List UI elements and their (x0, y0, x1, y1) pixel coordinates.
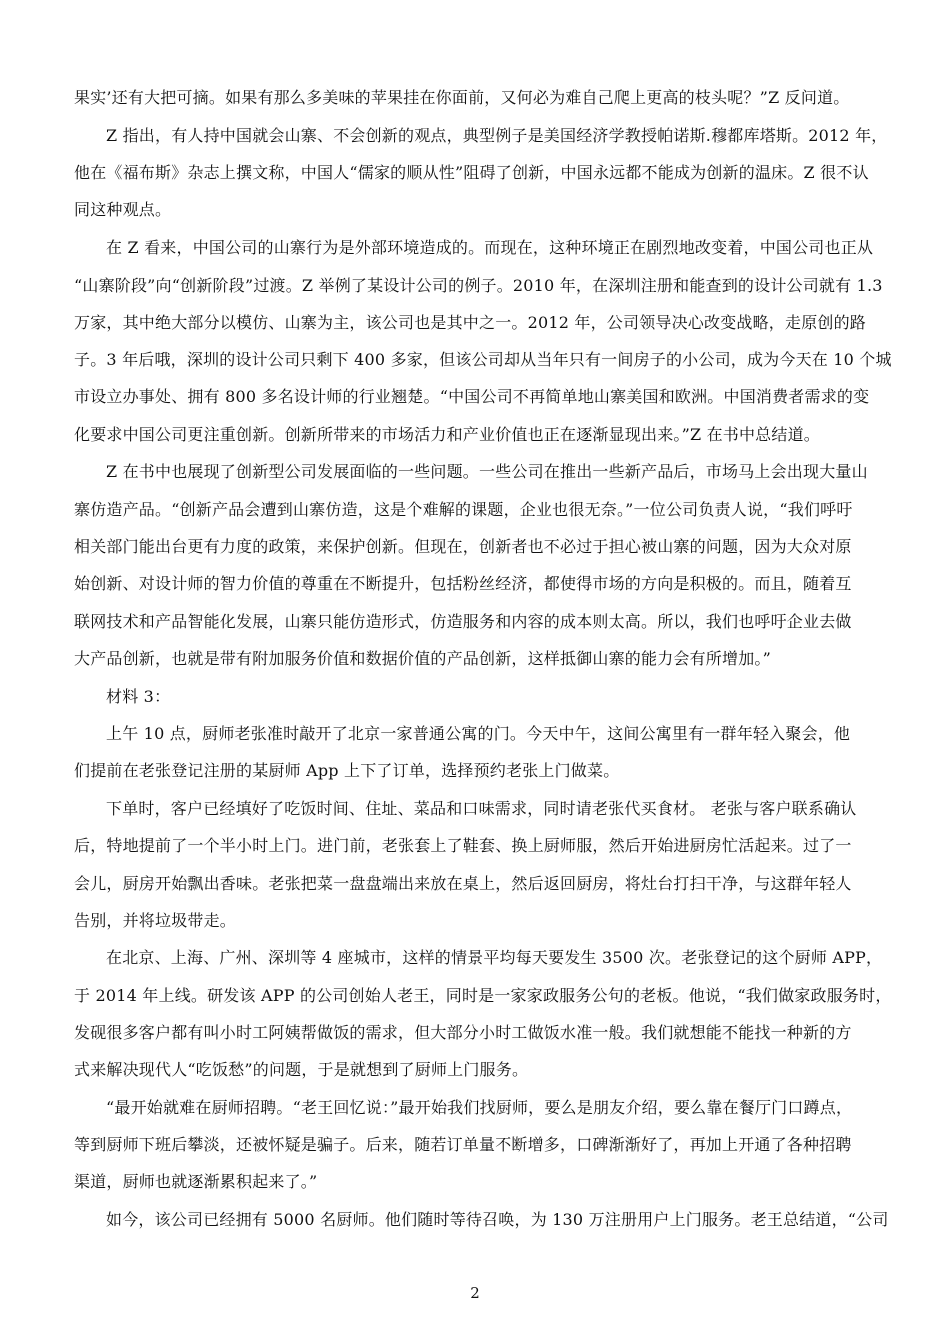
text-line: 大产品创新，也就是带有附加服务价值和数据价值的产品创新，这样抵御山寨的能力会有所增加。” (74, 649, 771, 668)
text-line: 寨仿造产品。“创新产品会遭到山寨仿造，这是个难解的课题，企业也很无奈。”一位公司负责人说，“我们呼吁 (74, 500, 853, 519)
text-line: 如今，该公司已经拥有 5000 名厨师。他们随时等待召唤，为 130 万注册用户上门服务。老王总结道，“公司 (106, 1210, 889, 1229)
text-line: 市设立办事处、拥有 800 多名设计师的行业翘楚。“中国公司不再简单地山寨美国和欧洲。中国消费者需求的变 (74, 387, 870, 406)
text-line: 化要求中国公司更注重创新。创新所带来的市场活力和产业价值也正在逐渐显现出来。”Z 在书中总结道。 (74, 425, 820, 444)
text-line: “最开始就难在厨师招聘。“老王回忆说：”最开始我们找厨师，要么是朋友介绍，要么靠在餐厅门口蹲点， (106, 1098, 853, 1117)
text-line: Z 在书中也展现了创新型公司发展面临的一些问题。一些公司在推出一些新产品后，市场马上会出现大量山 (106, 462, 868, 481)
text-line: 同这种观点。 (74, 200, 172, 219)
section-heading: 材料 3： (106, 687, 171, 706)
text-line: 联网技术和产品智能化发展，山寨只能仿造形式，仿造服务和内容的成本则太高。所以，我们也呼吁企业去做 (74, 612, 852, 631)
text-line: Z 指出，有人持中国就会山寨、不会创新的观点，典型例子是美国经济学教授帕诺斯.穆都库塔斯。2012 年， (106, 126, 888, 145)
text-line: 等到厨师下班后攀淡，还被怀疑是骗子。后来，随若订单量不断增多，口碑渐渐好了，再加上开通了各种招聘 (74, 1135, 852, 1154)
text-line: 万家，其中绝大部分以模仿、山寨为主，该公司也是其中之一。2012 年，公司领导决心改变战略，走原创的路 (74, 313, 867, 332)
text-line: 发砚很多客户都有叫小时工阿姨帮做饭的需求，但大部分小时工做饭水准一般。我们就想能不能找一种新的方 (74, 1023, 852, 1042)
text-line: 子。3 年后哦，深圳的设计公司只剩下 400 多家，但该公司却从当年只有一间房子的小公司，成为今天在 10 个城 (74, 350, 892, 369)
text-line: 上午 10 点，厨师老张准时敲开了北京一家普通公寓的门。今天中午，这间公寓里有一群年轻入聚会，他 (106, 724, 851, 743)
text-line: 在 Z 看来，中国公司的山寨行为是外部环境造成的。而现在，这种环境正在剧烈地改变着，中国公司也正从 (106, 238, 874, 257)
page-number: 2 (470, 1284, 480, 1302)
text-line: 于 2014 年上线。研发该 APP 的公司创始人老王，同时是一家家政服务公句的老板。他说，“我们做家政服务时， (74, 986, 892, 1005)
text-line: 他在《福布斯》杂志上撰文称，中国人“儒家的顺从性”阻碍了创新，中国永远都不能成为创新的温床。Z 很不认 (74, 163, 869, 182)
text-line: 在北京、上海、广州、深圳等 4 座城市，这样的情景平均每天要发生 3500 次。老张登记的这个厨师 APP， (106, 948, 883, 967)
text-line: 果实’还有大把可摘。如果有那么多美味的苹果挂在你面前，又何必为难自己爬上更高的枝头呢？”Z 反问道。 (74, 88, 850, 107)
text-line: 相关部门能出台更有力度的政策，来保护创新。但现在，创新者也不必过于担心被山寨的问题，因为大众对原 (74, 537, 852, 556)
text-line: 渠道，厨师也就逐渐累积起来了。” (74, 1172, 318, 1191)
text-line: 式来解决现代人“吃饭愁”的问题，于是就想到了厨师上门服务。 (74, 1060, 529, 1079)
text-line: 会儿，厨房开始飘出香味。老张把菜一盘盘端出来放在桌上，然后返回厨房，将灶台打扫干净，与这群年轻人 (74, 874, 852, 893)
text-line: 下单时，客户已经填好了吃饭时间、住址、菜品和口味需求，同时请老张代买食材。 老张与客户联系确认 (106, 799, 857, 818)
text-line: 告别，并将垃圾带走。 (74, 911, 237, 930)
text-line: 始创新、对设计师的智力价值的尊重在不断提升，包括粉丝经济，都使得市场的方向是积极的。而且，随着互 (74, 574, 852, 593)
text-line: “山寨阶段”向“创新阶段”过渡。Z 举例了某设计公司的例子。2010 年，在深圳注册和能查到的设计公司就有 1.3 (74, 276, 883, 295)
text-line: 们提前在老张登记注册的某厨师 App 上下了订单，选择预约老张上门做菜。 (74, 761, 620, 780)
text-line: 后，特地提前了一个半小时上门。进门前，老张套上了鞋套、换上厨师服，然后开始进厨房忙活起来。过了一 (74, 836, 852, 855)
